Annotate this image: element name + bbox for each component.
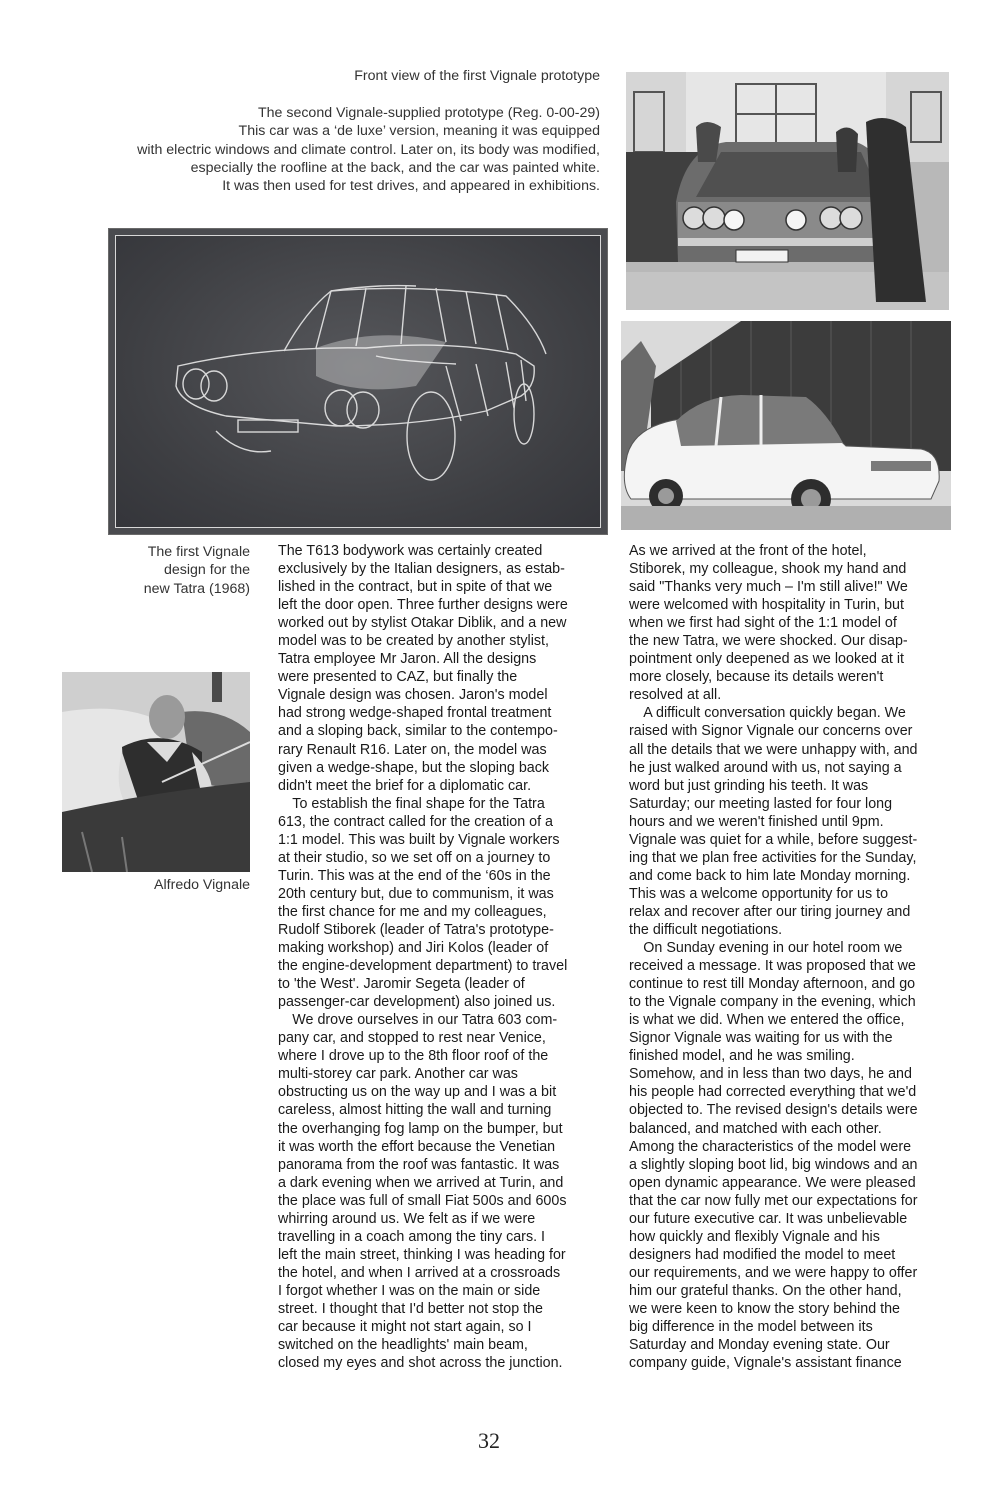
text-line: obstructing us on the way up and I was a bit	[278, 1084, 557, 1101]
text-line: ing that we plan free activities for the Sunday,	[629, 849, 917, 866]
text-line: Front view of the first Vignale prototype	[354, 68, 600, 84]
text-line: all the details that we were unhappy with, and	[629, 741, 918, 758]
text-line: objected to. The revised design's details were	[629, 1102, 918, 1119]
text-line: We drove ourselves in our Tatra 603 com-	[278, 1012, 558, 1029]
text-line: when we first had sight of the 1:1 model of	[629, 615, 897, 632]
text-line: received a message. It was proposed that we	[629, 958, 916, 975]
portrait-image	[62, 672, 250, 872]
text-line: the difficult negotiations.	[629, 921, 783, 938]
text-line: with electric windows and climate control. Later on, its body was modified,	[137, 141, 600, 158]
text-line: the place was full of small Fiat 500s and 600s	[278, 1192, 567, 1209]
caption-alfredo-vignale	[154, 876, 250, 894]
text-line: word but just grinding his teeth. It was	[629, 777, 869, 794]
text-line: left the door open. Three further designs were	[278, 597, 568, 614]
text-line: more closely, because its details weren't	[629, 669, 884, 686]
text-line: A difficult conversation quickly began. We	[629, 705, 906, 722]
text-line: left the main street, thinking I was heading for	[278, 1246, 566, 1263]
text-line: Vignale design was chosen. Jaron's model	[278, 687, 548, 704]
text-line: Vignale was quiet for a while, before suggest-	[629, 831, 918, 848]
body-text-middle-column	[278, 542, 603, 1372]
text-line: were presented to CAZ, but finally the	[278, 669, 518, 686]
text-line: The first Vignale	[147, 544, 250, 560]
text-line: 20th century but, due to communism, it was	[278, 885, 554, 902]
text-line: pany car, and stopped to rest near Venice,	[278, 1030, 546, 1047]
text-line: model was to be created by another stylist,	[278, 633, 549, 650]
text-line: the engine-development department) to travel	[278, 958, 568, 975]
text-line: making workshop) and Jiri Kolos (leader of	[278, 940, 549, 957]
first-design-illustration	[108, 228, 608, 535]
text-line: the new Tatra, we were shocked. Our disap-	[629, 633, 908, 650]
text-line: the overhanging fog lamp on the bumper, but	[278, 1120, 563, 1137]
text-line: new Tatra (1968)	[143, 580, 250, 597]
alfredo-vignale-photo	[62, 672, 250, 872]
text-line: were welcomed with hospitality in Turin, but	[629, 597, 904, 614]
text-line: open dynamic appearance. We were pleased	[629, 1174, 916, 1191]
side-view-photo	[621, 321, 951, 530]
text-line: finished model, and he was smiling.	[629, 1048, 855, 1065]
text-line: him our grateful thanks. On the other hand,	[629, 1282, 902, 1299]
front-view-photo	[626, 72, 949, 310]
text-line: Saturday and Monday evening state. Our	[629, 1337, 890, 1354]
text-line: Somehow, and in less than two days, he and	[629, 1066, 912, 1083]
text-line: the first chance for me and my colleagues,	[278, 903, 547, 920]
page-number: 32	[478, 1428, 500, 1453]
text-line: company guide, Vignale's assistant finance	[629, 1355, 902, 1372]
text-line: The T613 bodywork was certainly created	[278, 543, 543, 559]
caption-second-prototype	[137, 104, 600, 195]
text-line: continue to rest till Monday afternoon, and go	[629, 976, 916, 993]
text-line: travelling in a coach among the tiny cars. I	[278, 1228, 546, 1245]
text-line: our future executive car. It was unbelievable	[629, 1210, 908, 1227]
text-line: raised with Signor Vignale our concerns over	[629, 723, 913, 740]
text-line: he just walked around with us, not saying a	[629, 759, 902, 776]
text-line: It was then used for test drives, and appeared in exhibitions.	[222, 178, 600, 195]
text-line: Among the characteristics of the model were	[629, 1138, 912, 1155]
text-line: hours and we weren't finished until 9pm.	[629, 813, 884, 830]
text-line: given a wedge-shape, but the sloping back	[278, 759, 550, 776]
text-line: said "Thanks very much – I'm still alive!" We	[629, 579, 908, 596]
side-view-image	[621, 321, 951, 530]
text-line: Turin. This was at the end of the ‘60s in the	[278, 867, 551, 884]
text-line: On Sunday evening in our hotel room we	[629, 940, 903, 957]
text-line: lished in the contract, but in spite of that we	[278, 579, 553, 596]
body-text-right-column	[629, 542, 959, 1372]
text-line: our requirements, and we were happy to offer	[629, 1264, 918, 1281]
text-line: worked out by stylist Otakar Diblik, and a new	[278, 615, 567, 632]
text-line: and a sloping back, similar to the contempo-	[278, 723, 558, 740]
text-line: design for the	[164, 562, 250, 579]
front-view-image	[626, 72, 949, 310]
text-line: The second Vignale-supplied prototype (Reg. 0-00-29)	[257, 105, 600, 121]
text-line: we were keen to know the story behind the	[629, 1300, 901, 1317]
text-line: 613, the contract called for the creation of a	[278, 813, 553, 830]
text-line: Tatra employee Mr Jaron. All the designs	[278, 651, 537, 668]
text-line: pointment only deepened as we looked at it	[629, 651, 905, 668]
caption-front-view	[354, 67, 600, 85]
text-line: 1:1 model. This was built by Vignale workers	[278, 831, 560, 848]
text-line: To establish the final shape for the Tatra	[278, 795, 545, 812]
text-line: Stiborek, my colleague, shook my hand and	[629, 561, 907, 578]
text-line: resolved at all.	[629, 687, 722, 704]
text-line: street. I thought that I'd better not stop the	[278, 1300, 544, 1317]
text-line: and come back to him late Monday morning.	[629, 867, 911, 884]
text-line: This was a welcome opportunity for us to	[629, 885, 889, 902]
caption-first-design	[144, 543, 250, 598]
text-line: This car was a ‘de luxe’ version, meaning it was equipped	[238, 123, 600, 140]
text-line: relax and recover after our tiring journey and	[629, 903, 911, 920]
text-line: I forgot whether I was on the main or side	[278, 1282, 541, 1299]
text-line: didn't meet the brief for a diplomatic car.	[278, 777, 532, 794]
text-line: exclusively by the Italian designers, as estab-	[278, 561, 565, 578]
text-line: how quickly and flexibly Vignale and his	[629, 1228, 880, 1245]
text-line: to 'the West'. Jaromir Segeta (leader of	[278, 976, 525, 993]
text-line: car because it might not start again, so I	[278, 1319, 532, 1336]
text-line: designers had modified the model to meet	[629, 1246, 896, 1263]
text-line: multi-storey car park. Another car was	[278, 1066, 518, 1083]
text-line: Alfredo Vignale	[154, 877, 250, 893]
text-line: is what we did. When we entered the office,	[629, 1012, 905, 1029]
text-line: where I drove up to the 8th floor roof of the	[278, 1048, 549, 1065]
text-line: As we arrived at the front of the hotel,	[629, 543, 867, 559]
text-line: the hotel, and when I arrived at a crossroads	[278, 1264, 561, 1281]
text-line: switched on the headlights' main beam,	[278, 1337, 528, 1354]
text-line: it was worth the effort because the Venetian	[278, 1138, 556, 1155]
text-line: that the car now fully met our expectations for	[629, 1192, 918, 1209]
car-sketch-drawing	[116, 236, 600, 527]
text-line: especially the roofline at the back, and the car was painted white.	[190, 159, 600, 176]
text-line: a dark evening when we arrived at Turin, and	[278, 1174, 564, 1191]
text-line: panorama from the roof was fantastic. It was	[278, 1156, 560, 1173]
text-line: Rudolf Stiborek (leader of Tatra's prototype-	[278, 921, 554, 938]
text-line: Signor Vignale was waiting for us with the	[629, 1030, 893, 1047]
text-line: his people had corrected everything that we'd	[629, 1084, 917, 1101]
text-line: whirring around us. We felt as if we were	[278, 1210, 536, 1227]
text-line: closed my eyes and shot across the junction.	[278, 1355, 563, 1372]
text-line: big difference in the model between its	[629, 1319, 873, 1336]
text-line: at their studio, so we set off on a journey to	[278, 849, 551, 866]
text-line: passenger-car development) also joined us.	[278, 994, 556, 1011]
text-line: Saturday; our meeting lasted for four long	[629, 795, 893, 812]
text-line: careless, almost hitting the wall and turning	[278, 1102, 552, 1119]
text-line: balanced, and matched with each other.	[629, 1120, 882, 1137]
text-line: had strong wedge-shaped frontal treatment	[278, 705, 552, 722]
text-line: a slightly sloping boot lid, big windows and an	[629, 1156, 918, 1173]
text-line: rary Renault R16. Later on, the model was	[278, 741, 547, 758]
text-line: to the Vignale company in the evening, which	[629, 994, 916, 1011]
